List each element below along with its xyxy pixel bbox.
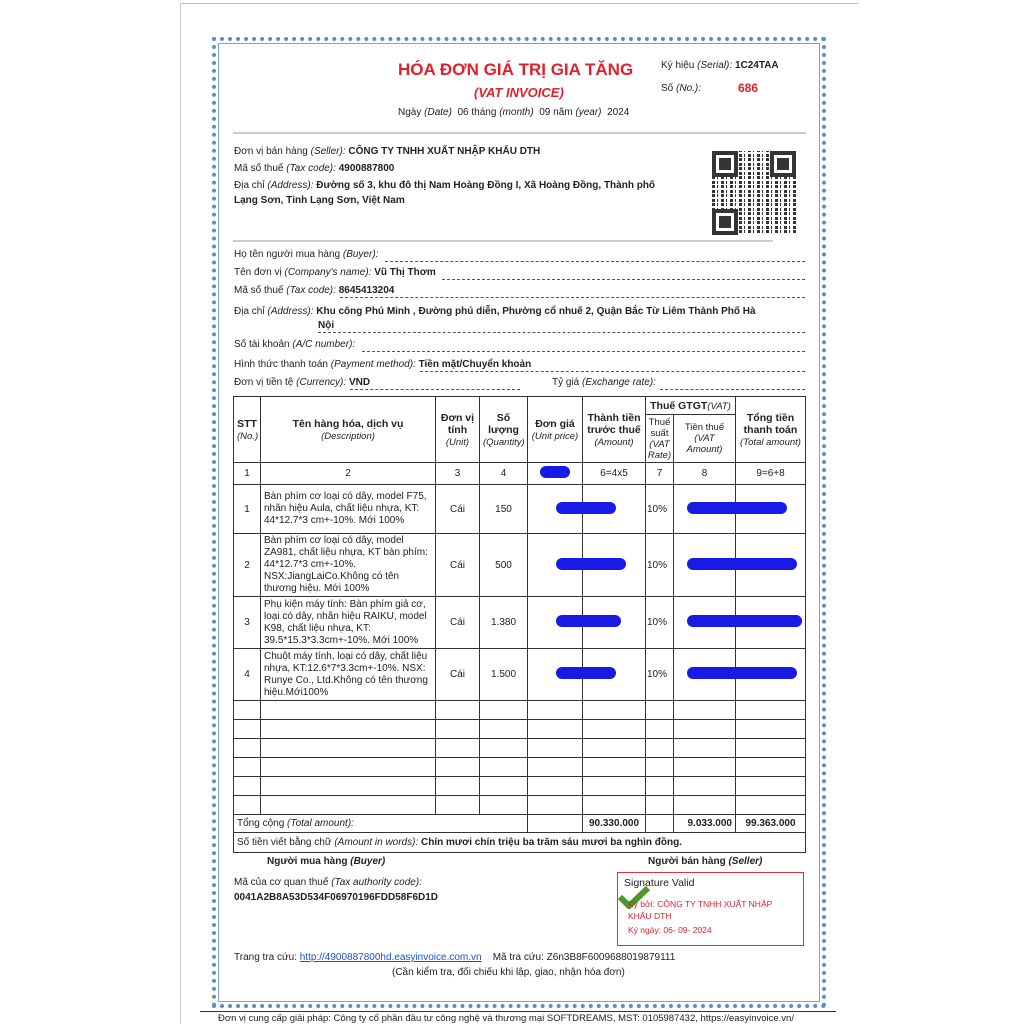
label-en: (Address): xyxy=(267,306,314,317)
dotted-line xyxy=(660,389,805,390)
seller-tax xyxy=(234,163,394,174)
empty-cell xyxy=(480,739,528,758)
index-cell: 2 xyxy=(261,463,436,485)
empty-cell xyxy=(480,720,528,739)
lookup-line xyxy=(234,952,675,963)
table-row xyxy=(234,534,806,597)
table-row xyxy=(234,649,806,701)
col-unit: Đơn vị tính (Unit) xyxy=(436,397,480,463)
date-day: 06 xyxy=(457,107,469,118)
redacted-unit-price xyxy=(528,597,583,649)
redaction-mark xyxy=(687,502,787,514)
empty-cell xyxy=(646,701,674,720)
empty-cell xyxy=(646,739,674,758)
empty-cell xyxy=(646,720,674,739)
date-label: Ngày xyxy=(398,107,422,118)
empty-cell xyxy=(234,701,261,720)
seller-signature-label: Người bán hàng (Seller) xyxy=(648,856,763,867)
redacted-cell xyxy=(528,463,583,485)
empty-cell xyxy=(583,701,646,720)
empty-cell xyxy=(736,739,806,758)
empty-row xyxy=(234,796,806,815)
seller-address-line2: Lạng Sơn, Tỉnh Lạng Sơn, Việt Nam xyxy=(234,195,405,206)
value: 8645413204 xyxy=(338,285,395,296)
tax-authority-label: Mã của cơ quan thuế (Tax authority code): xyxy=(234,877,422,888)
label-en: (Address): xyxy=(267,180,314,191)
serial-value: 1C24TAA xyxy=(734,60,779,71)
currency xyxy=(234,377,370,388)
empty-cell xyxy=(436,758,480,777)
lookup-label: Trang tra cứu: xyxy=(234,952,298,963)
empty-cell xyxy=(261,758,436,777)
empty-cell xyxy=(736,777,806,796)
buyer-company xyxy=(234,267,436,278)
redacted-vat-amount xyxy=(674,485,736,534)
redaction-mark xyxy=(556,558,626,570)
index-cell: 7 xyxy=(646,463,674,485)
row-quantity: 1.380 xyxy=(480,597,528,649)
empty-cell xyxy=(528,739,583,758)
empty-cell xyxy=(646,815,674,833)
label: Đơn vị bán hàng xyxy=(234,146,308,157)
empty-row xyxy=(234,701,806,720)
invoice-items-table xyxy=(233,396,806,853)
col-unit-price: Đơn giá (Unit price) xyxy=(528,397,583,463)
empty-cell xyxy=(528,701,583,720)
buyer-address xyxy=(234,306,756,317)
empty-cell xyxy=(674,758,736,777)
row-description: Bàn phím cơ loại có dây, model ZA981, chất liệu nhựa, KT bàn phím: 44*12.7*3 cm+-10%. NSX:JiangLaiCo.Không có tên thương hiệu. Mới 100% xyxy=(261,534,436,597)
signed-date: Ký ngày: 06- 09- 2024 xyxy=(628,925,712,935)
empty-cell xyxy=(528,720,583,739)
empty-cell xyxy=(736,701,806,720)
empty-cell xyxy=(583,758,646,777)
empty-cell xyxy=(583,796,646,815)
redaction-mark xyxy=(556,667,616,679)
empty-cell xyxy=(234,796,261,815)
index-cell: 3 xyxy=(436,463,480,485)
empty-cell xyxy=(480,701,528,720)
signature-section xyxy=(233,853,805,1001)
label: Hình thức thanh toán xyxy=(234,359,328,370)
buyer-account xyxy=(234,339,355,350)
row-quantity: 150 xyxy=(480,485,528,534)
row-quantity: 500 xyxy=(480,534,528,597)
label-en: (A/C number): xyxy=(292,339,356,350)
empty-cell xyxy=(736,758,806,777)
row-description: Bàn phím cơ loại có dây, model F75, nhãn hiệu Aula, chất liệu nhựa, KT: 44*12.7*3 cm+-10%. Mới 100% xyxy=(261,485,436,534)
date-year: 2024 xyxy=(607,107,630,118)
col-vat-amount: Tiền thuế (VAT Amount) xyxy=(674,415,736,463)
index-cell: 1 xyxy=(234,463,261,485)
qr-finder xyxy=(712,151,738,177)
label: Đơn vị tiền tệ xyxy=(234,377,294,388)
lookup-url-link[interactable]: http://4900887800hd.easyinvoice.com.vn xyxy=(299,952,482,963)
empty-cell xyxy=(234,777,261,796)
signed-by: Ký bởi: CÔNG TY TNHH XUẤT NHẬP KHẨU DTH xyxy=(628,899,773,921)
amount-in-words: Số tiền viết bằng chữ (Amount in words): Chín mươi chín triệu ba trăm sáu mươi ba nghìn đồng. xyxy=(234,833,806,853)
lookup-code: Z6n3B8F6009688019879111 xyxy=(546,952,676,963)
empty-row xyxy=(234,739,806,758)
row-number: 1 xyxy=(234,485,261,534)
qr-code xyxy=(712,151,796,235)
label: Họ tên người mua hàng xyxy=(234,249,341,260)
signature-valid-text: Signature Valid xyxy=(624,877,695,889)
total-label: Tổng cộng (Total amount): xyxy=(234,815,528,833)
row-vat-rate: 10% xyxy=(646,597,674,649)
label-en: (Seller): xyxy=(310,146,346,157)
table-row xyxy=(234,485,806,534)
empty-cell xyxy=(646,777,674,796)
date-month: 09 xyxy=(539,107,551,118)
empty-row xyxy=(234,720,806,739)
year-en: (year) xyxy=(575,107,602,118)
value: CÔNG TY TNHH XUẤT NHẬP KHẨU DTH xyxy=(348,146,541,157)
serial-label: Ký hiệu xyxy=(661,60,695,71)
empty-cell xyxy=(436,739,480,758)
empty-cell xyxy=(261,720,436,739)
empty-cell xyxy=(583,739,646,758)
date-en: (Date) xyxy=(424,107,452,118)
empty-cell xyxy=(646,796,674,815)
redacted-vat-amount xyxy=(674,597,736,649)
empty-cell xyxy=(528,815,583,833)
tax-authority-code: 0041A2B8A53D534F06970196FDD58F6D1D xyxy=(234,892,439,903)
month-en: (month) xyxy=(499,107,534,118)
invoice-title: HÓA ĐƠN GIÁ TRỊ GIA TĂNG xyxy=(398,60,634,79)
total-vat: 9.033.000 xyxy=(674,815,736,833)
dotted-line xyxy=(362,351,805,352)
redacted-vat-amount xyxy=(674,649,736,701)
label: Tên đơn vị xyxy=(234,267,282,278)
digital-signature-box[interactable] xyxy=(617,872,804,946)
row-description: Phụ kiện máy tính: Bàn phím giả cơ, loại có dây, nhãn hiệu RAIKU, model K98, chất liệu nhựa, KT: 39.5*15.3*3.3cm+-10%. Mới 100% xyxy=(261,597,436,649)
redaction-mark xyxy=(540,466,570,478)
label-en: (Currency): xyxy=(296,377,347,388)
label: Tỷ giá xyxy=(552,377,580,388)
redaction-mark xyxy=(556,502,616,514)
empty-cell xyxy=(674,720,736,739)
value: Tiền mặt/Chuyển khoản xyxy=(418,359,532,370)
invoice-subtitle: (VAT INVOICE) xyxy=(474,85,564,100)
redaction-mark xyxy=(687,667,797,679)
redacted-unit-price xyxy=(528,649,583,701)
col-description: Tên hàng hóa, dịch vụ (Description) xyxy=(261,397,436,463)
empty-cell xyxy=(436,777,480,796)
col-vat-group: Thuế GTGT(VAT) xyxy=(646,397,736,415)
row-unit: Cái xyxy=(436,485,480,534)
row-unit: Cái xyxy=(436,597,480,649)
no-en: (No.): xyxy=(676,83,702,94)
index-row xyxy=(234,463,806,485)
empty-cell xyxy=(261,701,436,720)
index-cell: 9=6+8 xyxy=(736,463,806,485)
row-description: Chuột máy tính, loại có dây, chất liệu nhựa, KT:12.6*7*3.3cm+-10%. NSX: Runye Co., Ltd.Không có tên thương hiệu.Mới100% xyxy=(261,649,436,701)
dotted-line xyxy=(420,371,805,372)
qr-finder xyxy=(770,151,796,177)
total-row xyxy=(234,815,806,833)
empty-cell xyxy=(528,758,583,777)
label: Số tài khoản xyxy=(234,339,290,350)
empty-cell xyxy=(674,796,736,815)
redacted-unit-price xyxy=(528,534,583,597)
payment-method xyxy=(234,359,531,370)
value: VND xyxy=(348,377,371,388)
label-en: (Company's name): xyxy=(284,267,372,278)
words-row xyxy=(234,833,806,853)
invoice-number xyxy=(661,83,701,94)
empty-cell xyxy=(261,777,436,796)
empty-cell xyxy=(736,796,806,815)
empty-cell xyxy=(480,777,528,796)
buyer-address-line2: Nội xyxy=(318,320,335,331)
col-amount: Thành tiền trước thuế (Amount) xyxy=(583,397,646,463)
index-cell: 4 xyxy=(480,463,528,485)
dotted-line xyxy=(340,297,805,298)
label-en: (Tax code): xyxy=(286,285,336,296)
empty-cell xyxy=(261,739,436,758)
divider xyxy=(233,240,773,242)
empty-cell xyxy=(528,777,583,796)
empty-cell xyxy=(528,796,583,815)
window-left-edge xyxy=(180,3,181,1024)
empty-cell xyxy=(480,758,528,777)
index-cell: 8 xyxy=(674,463,736,485)
col-vat-rate: Thuế suất (VAT Rate) xyxy=(646,415,674,463)
empty-row xyxy=(234,777,806,796)
header-row xyxy=(234,397,806,415)
col-stt: STT (No.) xyxy=(234,397,261,463)
empty-cell xyxy=(436,796,480,815)
invoice-number-value: 686 xyxy=(738,81,759,95)
empty-cell xyxy=(234,739,261,758)
lower-section xyxy=(233,396,805,1001)
empty-cell xyxy=(583,777,646,796)
footer-divider xyxy=(200,1011,836,1012)
dotted-line xyxy=(385,261,805,262)
redacted-vat-amount xyxy=(674,534,736,597)
lookup-note: (Cần kiểm tra, đối chiếu khi lập, giao, nhận hóa đơn) xyxy=(392,967,625,978)
no-label: Số xyxy=(661,83,674,94)
empty-cell xyxy=(480,796,528,815)
window-top-edge xyxy=(180,3,858,4)
row-vat-rate: 10% xyxy=(646,649,674,701)
empty-cell xyxy=(674,739,736,758)
dotted-line xyxy=(350,389,520,390)
month-label: tháng xyxy=(471,107,497,118)
label: Mã số thuế xyxy=(234,285,284,296)
table-row xyxy=(234,597,806,649)
exchange-rate xyxy=(552,377,656,388)
buyer-signature-label: Người mua hàng (Buyer) xyxy=(267,856,386,867)
value: Vũ Thị Thơm xyxy=(374,267,436,278)
empty-cell xyxy=(583,720,646,739)
label: Địa chỉ xyxy=(234,306,265,317)
year-label: năm xyxy=(553,107,573,118)
total-amount: 90.330.000 xyxy=(583,815,646,833)
label-en: (Tax code): xyxy=(286,163,336,174)
row-number: 2 xyxy=(234,534,261,597)
qr-finder xyxy=(712,209,738,235)
row-quantity: 1.500 xyxy=(480,649,528,701)
redacted-unit-price xyxy=(528,485,583,534)
lookup-code-label: Mã tra cứu: xyxy=(492,952,544,963)
row-vat-rate: 10% xyxy=(646,485,674,534)
serial-en: (Serial): xyxy=(697,60,733,71)
buyer-tax xyxy=(234,285,394,296)
empty-cell xyxy=(234,758,261,777)
dotted-line xyxy=(442,279,805,280)
divider xyxy=(233,132,806,134)
index-cell: 6=4x5 xyxy=(583,463,646,485)
empty-cell xyxy=(674,701,736,720)
redaction-mark xyxy=(687,615,802,627)
empty-row xyxy=(234,758,806,777)
empty-cell xyxy=(736,720,806,739)
empty-cell xyxy=(436,720,480,739)
seller-address xyxy=(234,180,655,191)
serial xyxy=(661,60,779,71)
empty-cell xyxy=(234,720,261,739)
row-unit: Cái xyxy=(436,534,480,597)
dotted-line xyxy=(318,332,805,333)
empty-cell xyxy=(436,701,480,720)
row-vat-rate: 10% xyxy=(646,534,674,597)
empty-cell xyxy=(261,796,436,815)
redaction-mark xyxy=(556,615,621,627)
redaction-mark xyxy=(687,558,797,570)
row-number: 4 xyxy=(234,649,261,701)
buyer-name xyxy=(234,249,378,260)
row-unit: Cái xyxy=(436,649,480,701)
invoice-date xyxy=(398,107,629,118)
seller-name xyxy=(234,146,540,157)
empty-cell xyxy=(674,777,736,796)
total-payment: 99.363.000 xyxy=(736,815,806,833)
label: Địa chỉ xyxy=(234,180,265,191)
label-en: (Buyer): xyxy=(342,249,379,260)
label-en: (Exchange rate): xyxy=(582,377,656,388)
value: 4900887800 xyxy=(338,163,395,174)
empty-cell xyxy=(646,758,674,777)
value: Khu công Phú Minh , Đường phú diễn, Phường cổ nhuế 2, Quận Bắc Từ Liêm Thành Phố Hà xyxy=(316,306,756,317)
provider-footer: Đơn vị cung cấp giải pháp: Công ty cổ phần đầu tư công nghệ và thương mại SOFTDREAMS, MST: 0105987432, https://easyinvoice.vn/ xyxy=(218,1013,794,1024)
label-en: (Payment method): xyxy=(330,359,416,370)
row-number: 3 xyxy=(234,597,261,649)
label: Mã số thuế xyxy=(234,163,284,174)
col-total: Tổng tiền thanh toán (Total amount) xyxy=(736,397,806,463)
value: Đường số 3, khu đô thị Nam Hoàng Đồng I, Xã Hoàng Đồng, Thành phố xyxy=(316,180,656,191)
col-quantity: Số lượng (Quantity) xyxy=(480,397,528,463)
